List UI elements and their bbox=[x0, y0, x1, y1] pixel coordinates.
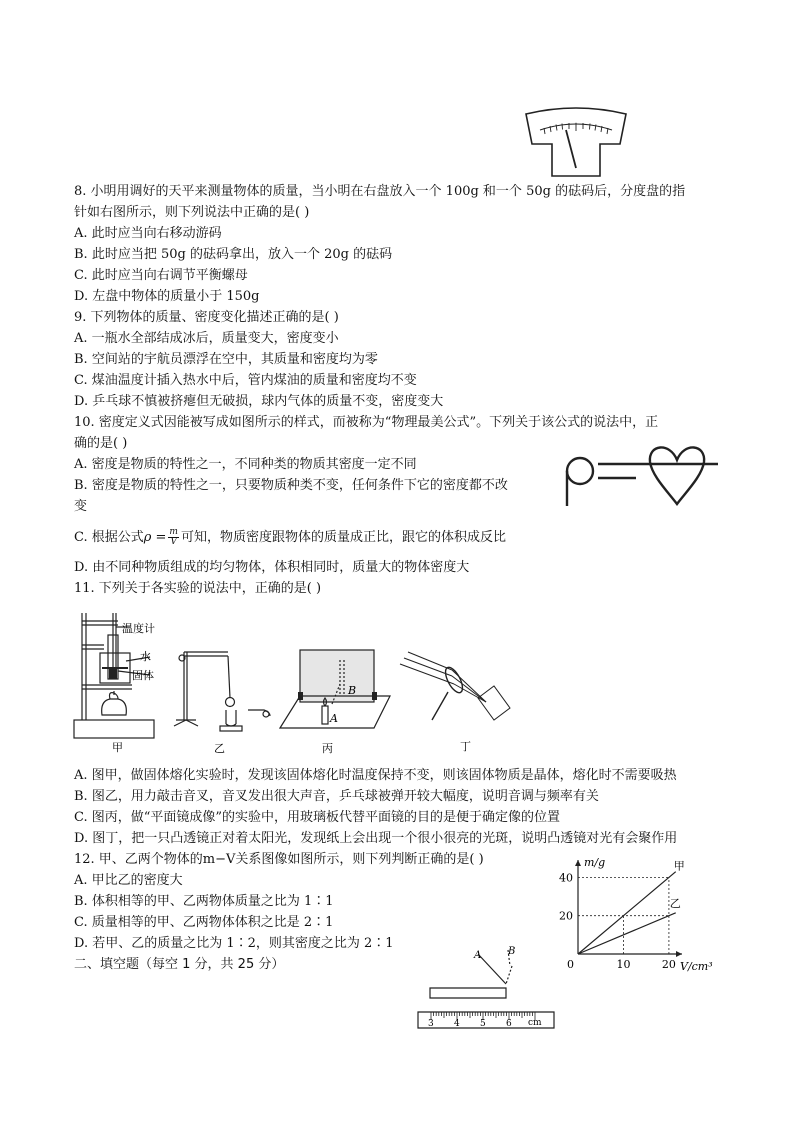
q8-option-a: A. 此时应当向右移动游码 bbox=[74, 226, 222, 241]
q10-formula-numerator: m bbox=[169, 527, 178, 537]
chart-series bbox=[578, 872, 676, 954]
chart-labels bbox=[559, 856, 713, 973]
label-b: B bbox=[348, 684, 357, 697]
caption-yi: 乙 bbox=[214, 742, 225, 755]
q8-option-d: D. 左盘中物体的质量小于 150g bbox=[74, 289, 260, 304]
q12-option-d: D. 若甲、乙的质量之比为 1∶2，则其密度之比为 2∶1 bbox=[74, 936, 394, 951]
label-thermometer: 温度计 bbox=[122, 622, 155, 635]
q10-formula-fraction bbox=[168, 528, 179, 547]
y-tick-40: 40 bbox=[559, 871, 573, 885]
q9-option-c: C. 煤油温度计插入热水中后，管内煤油的质量和密度均不变 bbox=[74, 373, 417, 388]
x-axis-arrow bbox=[676, 951, 682, 957]
x-tick-10: 10 bbox=[616, 958, 631, 971]
ray-label-a: A bbox=[474, 950, 482, 961]
q10-stem-line1: 10. 密度定义式因能被写成如图所示的样式，而被称为“物理最美公式”。下列关于该公式的说法中，正 bbox=[74, 415, 659, 430]
figure-ding-convex-lens bbox=[398, 650, 514, 757]
series-label-1: 乙 bbox=[669, 896, 681, 910]
ruler-tick-4: 4 bbox=[454, 1019, 460, 1029]
q10-option-a: A. 密度是物质的特性之一，不同种类的物质其密度一定不同 bbox=[74, 457, 417, 472]
q8-stem-line1: 8. 小明用调好的天平来测量物体的质量，当小明在右盘放入一个 100g 和一个 50g 的砝码后，分度盘的指 bbox=[74, 184, 686, 199]
q9-option-d: D. 乒乓球不慎被挤瘪但无破损，球内气体的质量不变，密度变大 bbox=[74, 394, 444, 409]
heart-formula-figure bbox=[562, 438, 722, 510]
q9-option-b: B. 空间站的宇航员漂浮在空中，其质量和密度均为零 bbox=[74, 352, 378, 367]
caption-ding: 丁 bbox=[460, 740, 471, 753]
section2-title: 二、填空题（每空 1 分，共 25 分） bbox=[74, 957, 285, 972]
caption-bing: 丙 bbox=[322, 742, 333, 755]
q10-formula-denominator: V bbox=[170, 537, 177, 547]
q11-option-b: B. 图乙，用力敲击音叉，音叉发出很大声音，乒乓球被弹开较大幅度，说明音调与频率有关 bbox=[74, 789, 599, 804]
series-line-1 bbox=[578, 913, 676, 954]
figure-bing-plane-mirror bbox=[278, 648, 392, 757]
label-solid: 固体 bbox=[132, 669, 154, 682]
q10-formula-rho: ρ = bbox=[143, 530, 167, 545]
q8-stem-line2: 针如右图所示，则下列说法中正确的是( ) bbox=[74, 205, 310, 220]
m-v-chart bbox=[548, 850, 728, 980]
q9-option-a: A. 一瓶水全部结成冰后，质量变大，密度变小 bbox=[74, 331, 339, 346]
balance-dial-figure bbox=[520, 108, 632, 180]
q11-option-a: A. 图甲，做固体熔化实验时，发现该固体熔化时温度保持不变，则该固体物质是晶体，熔化时不需要吸热 bbox=[74, 768, 677, 783]
caption-jia: 甲 bbox=[112, 741, 123, 754]
q8-option-b: B. 此时应当把 50g 的砝码拿出，放入一个 20g 的砝码 bbox=[74, 247, 393, 262]
figure-jia-melting-apparatus bbox=[70, 607, 182, 757]
q11-option-c: C. 图丙，做“平面镜成像”的实验中，用玻璃板代替平面镜的目的是便于确定像的位置 bbox=[74, 810, 561, 825]
ray-label-b: B bbox=[508, 946, 516, 957]
q9-stem: 9. 下列物体的质量、密度变化描述正确的是( ) bbox=[74, 310, 339, 325]
ruler-unit: cm bbox=[528, 1018, 542, 1028]
q10-stem-line2: 确的是( ) bbox=[74, 436, 128, 451]
q10-option-d: D. 由不同种物质组成的均匀物体，体积相同时，质量大的物体密度大 bbox=[74, 560, 470, 575]
series-line-0 bbox=[578, 872, 676, 954]
x-tick-20: 20 bbox=[661, 958, 676, 971]
q10-option-c bbox=[74, 528, 506, 547]
q12-option-a: A. 甲比乙的密度大 bbox=[74, 873, 183, 888]
x-axis-label: V/cm³ bbox=[680, 960, 713, 973]
y-axis-label: m/g bbox=[584, 856, 606, 869]
origin-label: 0 bbox=[567, 958, 574, 971]
ruler-figure bbox=[414, 944, 564, 1032]
q12-stem: 12. 甲、乙两个物体的m−V关系图像如图所示，则下列判断正确的是( ) bbox=[74, 852, 484, 867]
q12-option-b: B. 体积相等的甲、乙两物体质量之比为 1∶1 bbox=[74, 894, 334, 909]
q8-option-c: C. 此时应当向右调节平衡螺母 bbox=[74, 268, 248, 283]
q10-option-c-suffix: 可知，物质密度跟物体的质量成正比，跟它的体积成反比 bbox=[180, 530, 506, 545]
q11-option-d: D. 图丁，把一只凸透镜正对着太阳光，发现纸上会出现一个很小很亮的光斑，说明凸透镜对光有会聚作用 bbox=[74, 831, 678, 846]
q12-option-c: C. 质量相等的甲、乙两物体体积之比是 2∶1 bbox=[74, 915, 334, 930]
figure-yi-tuning-fork bbox=[170, 640, 280, 757]
ruler-tick-3: 3 bbox=[428, 1019, 434, 1029]
q10-option-b-line2: 变 bbox=[74, 499, 88, 514]
q10-option-c-prefix: C. 根据公式 bbox=[74, 530, 144, 545]
q10-option-b-line1: B. 密度是物质的特性之一，只要物质种类不变，任何条件下它的密度都不改 bbox=[74, 478, 508, 493]
series-label-0: 甲 bbox=[673, 859, 685, 873]
y-axis-arrow bbox=[575, 860, 581, 866]
q11-stem: 11. 下列关于各实验的说法中，正确的是( ) bbox=[74, 581, 322, 596]
ruler-tick-5: 5 bbox=[480, 1019, 486, 1029]
label-a: A bbox=[330, 712, 338, 725]
y-tick-20: 20 bbox=[559, 909, 573, 923]
label-water: 水 bbox=[140, 650, 151, 663]
ruler-tick-6: 6 bbox=[506, 1019, 512, 1029]
